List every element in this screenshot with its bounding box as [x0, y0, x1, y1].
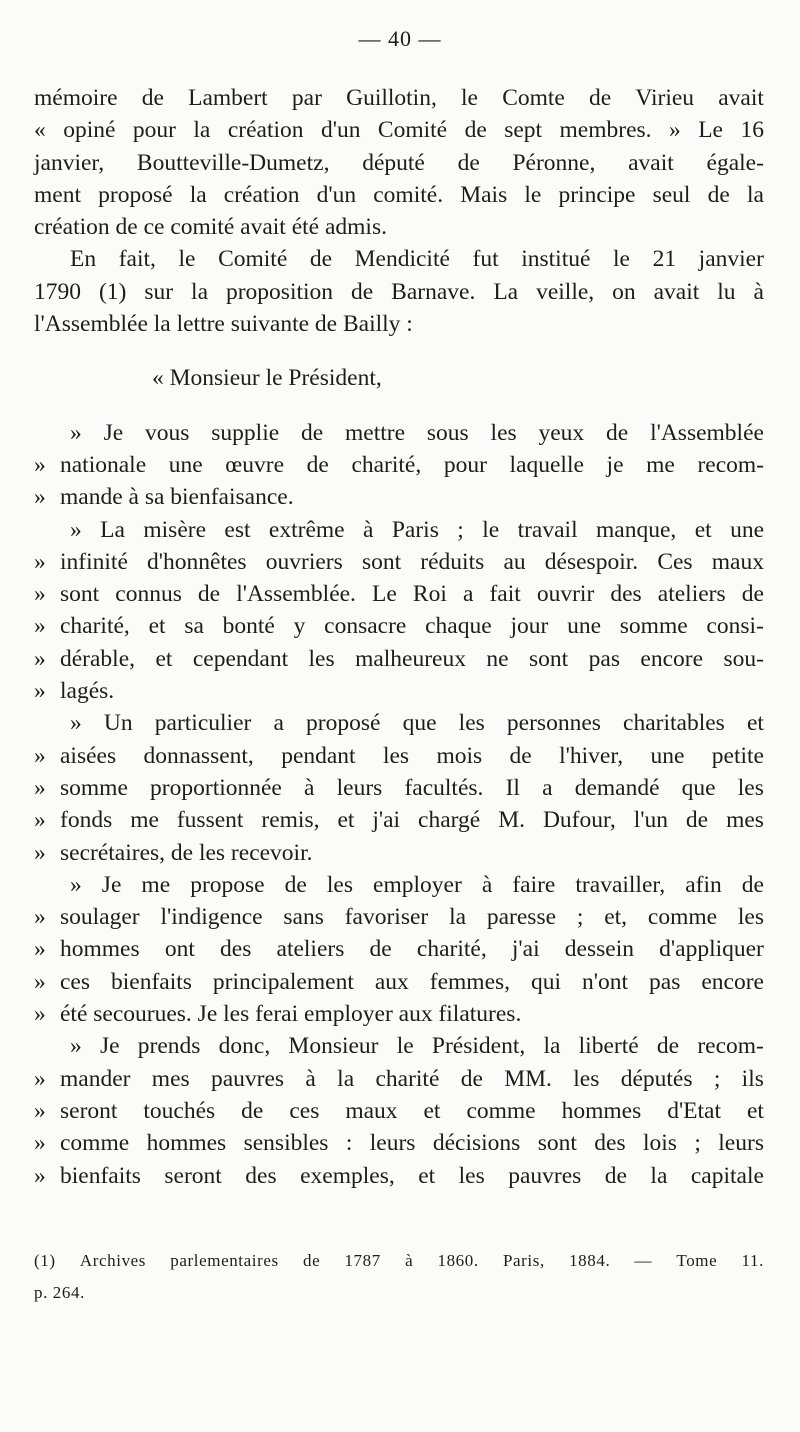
quoted-line — [34, 481, 764, 513]
quoted-text: lagés. — [60, 678, 115, 705]
quoted-text: » Je prends donc, Monsieur le Président, la liberté de recom- — [60, 1030, 764, 1062]
quote-mark: » — [34, 839, 46, 866]
quoted-text: mande à sa bienfaisance. — [60, 484, 294, 511]
quoted-text: hommes ont des ateliers de charité, j'ai dessein d'appliquer — [60, 936, 764, 963]
quoted-line — [34, 1063, 764, 1095]
footnote — [34, 1249, 764, 1314]
spacer — [34, 340, 764, 362]
quote-mark: » — [34, 904, 46, 931]
quoted-line — [34, 966, 764, 998]
quote-mark — [34, 1030, 60, 1062]
quote-mark: » — [34, 1162, 46, 1189]
quote-mark: » — [34, 936, 46, 963]
letter-salutation: « Monsieur le Président, — [152, 365, 382, 392]
text-line: janvier, Boutteville-Dumetz, député de Péronne, avait égale- — [34, 149, 764, 176]
body-text — [34, 82, 764, 1192]
quoted-line — [34, 643, 764, 675]
quoted-text: » Je me propose de les employer à faire travailler, afin de — [60, 869, 764, 901]
text-line: 1790 (1) sur la proposition de Barnave. La veille, on avait lu à — [34, 278, 764, 305]
quoted-text: seront touchés de ces maux et comme hommes d'Etat et — [60, 1097, 764, 1124]
paragraph — [34, 243, 764, 340]
quoted-line — [34, 514, 764, 546]
quoted-line — [34, 578, 764, 610]
quoted-text: infinité d'honnêtes ouvriers sont réduits au désespoir. Ces maux — [60, 548, 764, 575]
text-line: « opiné pour la création d'un Comité de sept membres. » Le 16 — [34, 117, 764, 144]
letter-paragraph — [34, 514, 764, 708]
letter-paragraph — [34, 869, 764, 1030]
quoted-text: charité, et sa bonté y consacre chaque jour une somme consi- — [60, 613, 764, 640]
quoted-text: » Je vous supplie de mettre sous les yeux de l'Assemblée — [60, 417, 764, 449]
letter-paragraph — [34, 417, 764, 514]
quoted-line — [34, 998, 764, 1030]
quote-mark — [34, 514, 60, 546]
footnote-line: (1) Archives parlementaires de 1787 à 1860. Paris, 1884. — Tome 11. — [34, 1251, 764, 1270]
quote-mark: » — [34, 613, 46, 640]
quote-mark — [34, 869, 60, 901]
quoted-line — [34, 449, 764, 481]
quoted-text: » Un particulier a proposé que les personnes charitables et — [60, 707, 764, 739]
quoted-text: été secourues. Je les ferai employer aux filatures. — [60, 1001, 522, 1028]
quote-mark: » — [70, 419, 82, 446]
paragraph — [34, 82, 764, 243]
text-line: création de ce comité avait été admis. — [34, 214, 387, 241]
quoted-line — [34, 869, 764, 901]
quoted-line — [34, 740, 764, 772]
quoted-text: secrétaires, de les recevoir. — [60, 839, 313, 866]
quoted-line — [34, 1127, 764, 1159]
quoted-line — [34, 901, 764, 933]
quote-mark: » — [34, 1097, 46, 1124]
quoted-line — [34, 417, 764, 449]
quoted-line — [34, 707, 764, 739]
quoted-text: nationale une œuvre de charité, pour laquelle je me recom- — [60, 451, 764, 478]
quote-mark: » — [70, 710, 82, 737]
quoted-line — [34, 1160, 764, 1192]
quote-mark: » — [70, 871, 82, 898]
quote-mark: » — [34, 1130, 46, 1157]
quoted-text: ces bienfaits principalement aux femmes, qui n'ont pas encore — [60, 968, 764, 995]
quoted-line — [34, 610, 764, 642]
footnote-line: p. 264. — [34, 1283, 85, 1303]
quote-mark — [34, 707, 60, 739]
quote-mark: » — [70, 516, 82, 543]
quoted-line — [34, 1095, 764, 1127]
quote-mark: » — [34, 548, 46, 575]
quoted-text: sont connus de l'Assemblée. Le Roi a fait ouvrir des ateliers de — [60, 581, 764, 608]
quote-mark: » — [34, 968, 46, 995]
quoted-text: fonds me fussent remis, et j'ai chargé M. Dufour, l'un de mes — [60, 807, 764, 834]
quoted-text: dérable, et cependant les malheureux ne sont pas encore sou- — [60, 645, 764, 672]
quote-mark: » — [70, 1033, 82, 1060]
letter-paragraph — [34, 707, 764, 868]
quote-mark: » — [34, 774, 46, 801]
text-line: l'Assemblée la lettre suivante de Bailly : — [34, 311, 413, 338]
text-line: mémoire de Lambert par Guillotin, le Comte de Virieu avait — [34, 85, 764, 111]
quoted-line — [34, 837, 764, 869]
text-line: En fait, le Comité de Mendicité fut institué le 21 janvier — [70, 246, 764, 273]
quote-mark — [34, 417, 60, 449]
quoted-line — [34, 546, 764, 578]
quoted-line — [34, 772, 764, 804]
quoted-text: » La misère est extrême à Paris ; le travail manque, et une — [60, 514, 764, 546]
quoted-line — [34, 1030, 764, 1062]
quote-mark: » — [34, 807, 46, 834]
quoted-text: aisées donnassent, pendant les mois de l'hiver, une petite — [60, 742, 764, 769]
quoted-line — [34, 933, 764, 965]
quote-mark: » — [34, 645, 46, 672]
quote-mark: » — [34, 451, 46, 478]
quoted-text: somme proportionnée à leurs facultés. Il a demandé que les — [60, 774, 764, 801]
quoted-text: comme hommes sensibles : leurs décisions sont des lois ; leurs — [60, 1130, 764, 1157]
quote-mark: » — [34, 581, 46, 608]
quoted-line — [34, 804, 764, 836]
letter-paragraph — [34, 1030, 764, 1191]
quoted-text: bienfaits seront des exemples, et les pauvres de la capitale — [60, 1162, 764, 1189]
quoted-line — [34, 675, 764, 707]
quoted-text: mander mes pauvres à la charité de MM. les députés ; ils — [60, 1065, 764, 1092]
quote-mark: » — [34, 484, 46, 511]
quote-mark: » — [34, 1001, 46, 1028]
quoted-text: soulager l'indigence sans favoriser la paresse ; et, comme les — [60, 904, 764, 931]
page-number: — 40 — — [358, 26, 442, 51]
text-line: ment proposé la création d'un comité. Mais le principe seul de la — [34, 181, 764, 208]
quote-mark: » — [34, 678, 46, 705]
quote-mark: » — [34, 742, 46, 769]
spacer — [34, 395, 764, 417]
quote-mark: » — [34, 1065, 46, 1092]
